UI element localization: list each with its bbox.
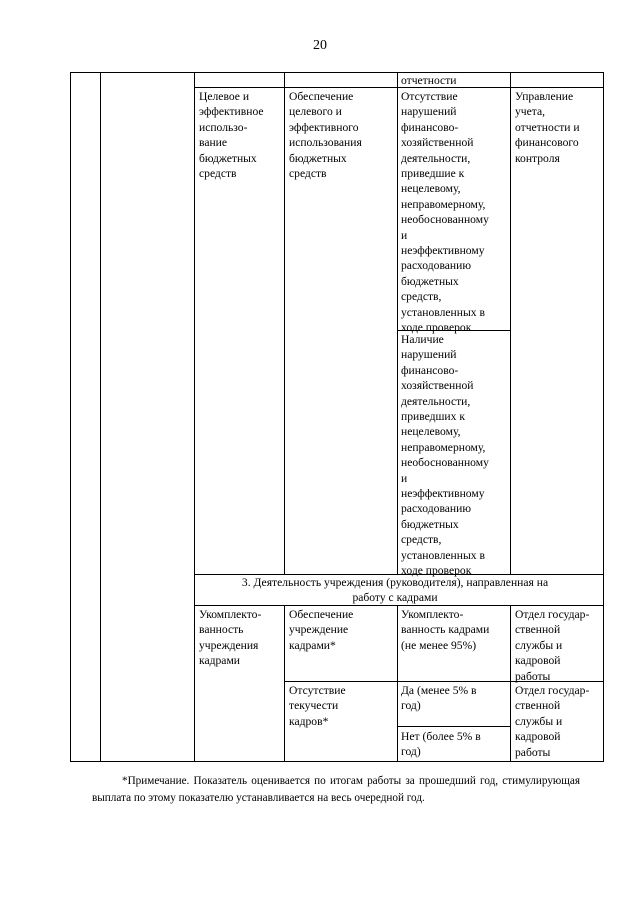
cell-turnover-criterion: Отсутствие текучести кадров* — [289, 684, 346, 728]
cell-budget-criterion: Обеспечение целевого и эффективного использования бюджетных средств — [289, 90, 362, 181]
section-3-title: Деятельность учреждения (руководителя), направленная на работу с кадрами — [253, 576, 549, 604]
cell-top-fragment: отчетности — [401, 74, 457, 87]
cell-staffing-criterion: Обеспечение учреждение кадрами* — [289, 608, 354, 652]
cell-budget-responsible: Управление учета, отчетности и финансового контроля — [515, 90, 580, 165]
cell-staffing-condition: Укомплекто- ванность кадрами (не менее 95%) — [401, 608, 490, 652]
cell-budget-condition-absent: Отсутствие нарушений финансово- хозяйственной деятельности, приведшие к нецелевому, неправомерному, необоснованному и неэффективному расходованию бюджетных средств, установленных в ходе проверок — [401, 90, 489, 335]
cell-budget-condition-present: Наличие нарушений финансово- хозяйственной деятельности, приведших к нецелевому, неправомерному, необоснованному и неэффективному расходованию бюджетных средств, установленных в ходе проверок — [401, 333, 489, 578]
page-number: 20 — [313, 38, 327, 53]
section-3-number: 3. — [241, 576, 251, 589]
cell-turnover-yes: Да (менее 5% в год) — [401, 684, 477, 713]
cell-staffing-indicator: Укомплекто- ванность учреждения кадрами — [199, 608, 262, 668]
section-3-heading — [196, 575, 594, 605]
cell-turnover-responsible: Отдел государ- ственной службы и кадровой работы — [515, 684, 590, 759]
cell-turnover-no: Нет (более 5% в год) — [401, 730, 481, 759]
cell-staffing-responsible: Отдел государ- ственной службы и кадровой работы — [515, 608, 590, 683]
footnote: *Примечание. Показатель оценивается по итогам работы за прошедший год, стимулирующая выплата по этому показателю устанавливается на весь очередной год. — [92, 775, 580, 804]
cell-budget-indicator: Целевое и эффективное использо- вание бюджетных средств — [199, 90, 264, 181]
